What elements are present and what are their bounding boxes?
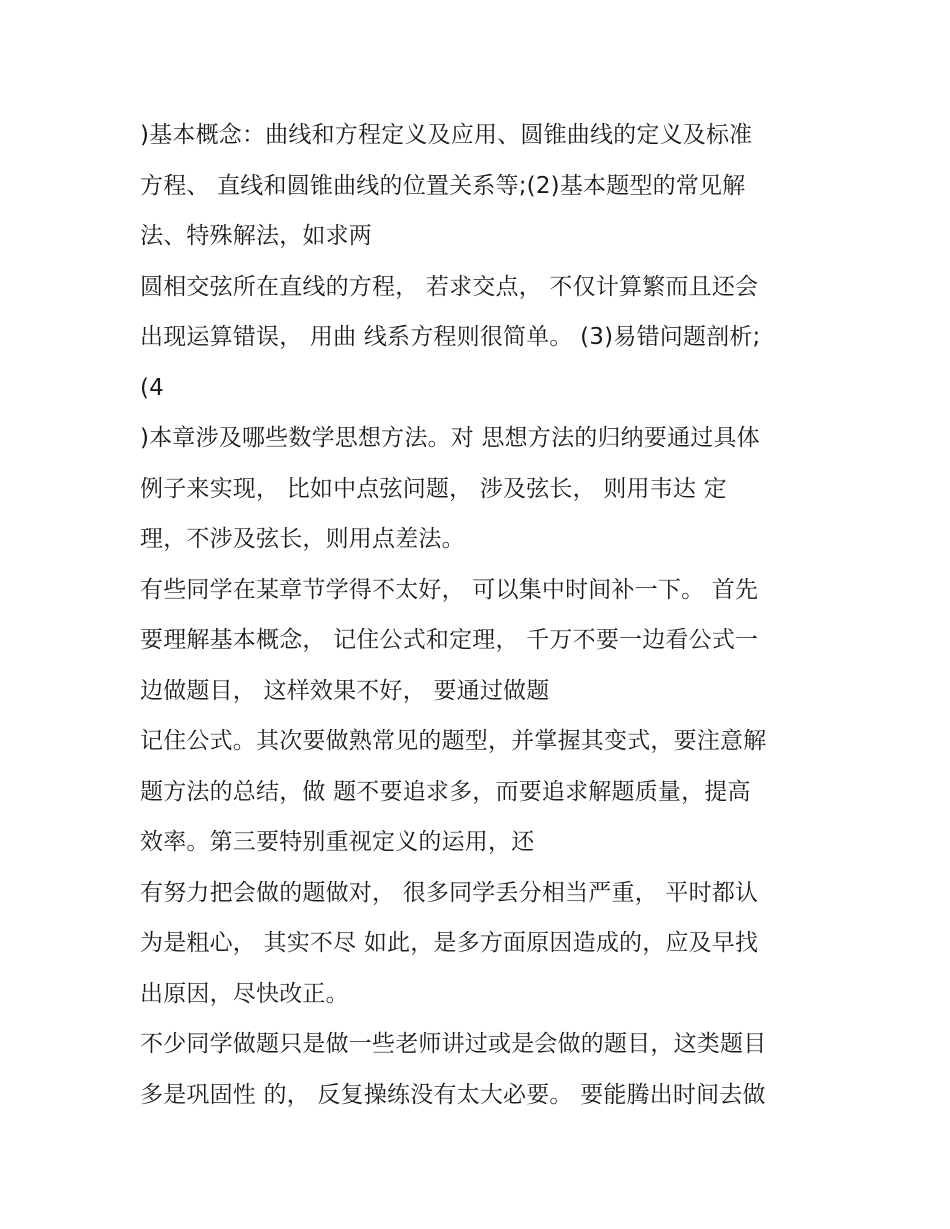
- text-line: 方程、 直线和圆锥曲线的位置关系等;(2)基本题型的常见解: [140, 172, 746, 199]
- text-line: 为是粗心， 其实不尽 如此，是多方面原因造成的，应及早找: [140, 930, 759, 956]
- text-line: 有努力把会做的题做对， 很多同学丢分相当严重， 平时都认: [140, 879, 759, 906]
- text-line: (4: [140, 374, 165, 401]
- text-line: 题方法的总结，做 题不要追求多，而要追求解题质量，提高: [140, 778, 751, 805]
- text-line: 记住公式。其次要做熟常见的题型，并掌握其变式，要注意解: [140, 728, 767, 754]
- text-body: [140, 110, 820, 1120]
- text-line: )本章涉及哪些数学思想方法。对 思想方法的归纳要通过具体: [140, 425, 760, 451]
- text-line: 理，不涉及弦长，则用点差法。: [140, 526, 465, 552]
- text-line: 例子来实现， 比如中点弦问题， 涉及弦长， 则用韦达 定: [140, 475, 727, 502]
- text-line: )基本概念：曲线和方程定义及应用、圆锥曲线的定义及标准: [140, 122, 753, 148]
- text-line: 有些同学在某章节学得不太好， 可以集中时间补一下。 首先: [140, 576, 759, 603]
- text-line: 法、特殊解法，如求两: [140, 223, 372, 249]
- text-line: 出原因，尽快改正。: [140, 980, 349, 1007]
- text-line: 效率。第三要特别重视定义的运用，还: [140, 829, 535, 855]
- text-line: 要理解基本概念， 记住公式和定理， 千万不要一边看公式一: [140, 627, 759, 653]
- text-line: 出现运算错误， 用曲 线系方程则很简单。 (3)易错问题剖析;: [140, 324, 761, 350]
- text-line: 圆相交弦所在直线的方程， 若求交点， 不仅计算繁而且还会: [140, 273, 759, 300]
- text-line: 边做题目， 这样效果不好， 要通过做题: [140, 677, 550, 704]
- text-line: 多是巩固性 的， 反复操练没有太大必要。 要能腾出时间去做: [140, 1081, 766, 1108]
- text-line: 不少同学做题只是做一些老师讲过或是会做的题目，这类题目: [140, 1031, 767, 1057]
